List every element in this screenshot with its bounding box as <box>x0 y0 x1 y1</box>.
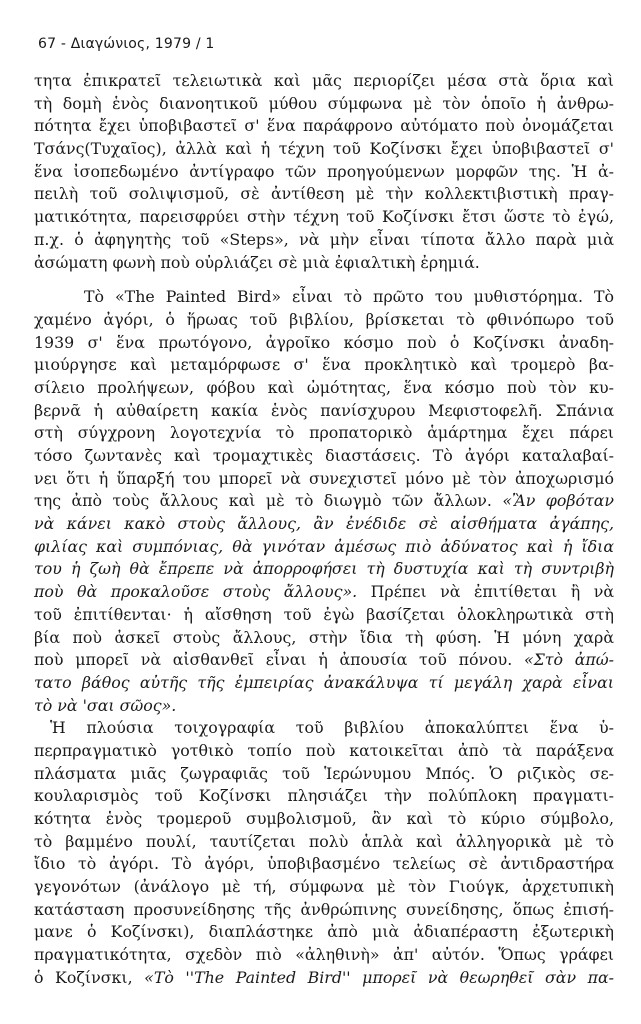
text-line: πραγματικότητα, σχεδὸν πιὸ «ἀληθινὴ» ἀπ' αὐτόν. Ὅπως γράφει <box>34 945 614 965</box>
quote-line: τὸ νὰ 'σαι σῶος». <box>34 695 177 715</box>
text-line: τητα ἐπικρατεῖ τελειωτικὰ καὶ μᾶς περιορίζει μέσα στὰ ὅρια καὶ <box>34 71 614 90</box>
text-line: μανε ὁ Κοζίνσκι), διαπλάστηκε ἀπὸ μιὰ ἀδιαπέραστη ἐξωτερικὴ <box>34 922 614 942</box>
text-line: περπραγματικὸ γοτθικὸ τοπίο ποὺ κατοικεῖται ἀπὸ τὰ παράξενα <box>34 740 614 760</box>
quote-span: «Ἂν φοβόταν <box>502 491 614 511</box>
quote-line: φιλίας καὶ συμπόνιας, θὰ γινόταν ἀμέσως πιὸ ἀδύνατος καὶ ἡ ἴδια <box>34 536 614 556</box>
quote-span: «Στὸ ἀπώ- <box>523 650 615 670</box>
text-span: ὁ Κοζίνσκι, <box>34 967 145 987</box>
text-line: τοῦ ἐπιτίθενται· ἡ αἴσθηση τοῦ ἐγὼ βασίζεται ὁλοκληρωτικὰ στὴ <box>34 604 614 624</box>
text-line: πότητα ἔχει ὑποβιβαστεῖ σ' ἕνα παράφρονο αὐτόματο ποὺ ὀνομάζεται <box>34 116 614 136</box>
text-line: ἕνα ἰσοπεδωμένο ἀντίγραφο τῶν προηγούμενων μορφῶν της. Ἡ ἀ- <box>34 161 614 181</box>
text-line: σίλειο προλήψεων, φόβου καὶ ὠμότητας, ἕνα κόσμο ποὺ τὸν κυ- <box>34 377 614 397</box>
text-line: κατάσταση προσυνείδησης τῆς ἀνθρώπινης συνείδησης, ὅπως ἐπισή- <box>34 899 614 919</box>
text-line: Ἡ πλούσια τοιχογραφία τοῦ βιβλίου ἀποκαλύπτει ἕνα ὑ- <box>50 718 614 738</box>
body-text <box>34 70 614 990</box>
text-line: Τσάνς(Τυχαῖος), ἀλλὰ καὶ ἡ τέχνη τοῦ Κοζίνσκι ἔχει ὑποβιβαστεῖ σ' <box>34 139 614 159</box>
text-span: ποὺ μπορεῖ νὰ αἰσθανθεῖ εἶναι ἡ ἀπουσία τοῦ πόνου. <box>34 650 524 670</box>
text-line: χαμένο ἀγόρι, ὁ ἥρωας τοῦ βιβλίου, βρίσκεται τὸ φθινόπωρο τοῦ <box>34 309 614 329</box>
quote-span: ποὺ θὰ προκαλοῦσε στοὺς ἄλλους». <box>34 582 358 602</box>
quote-line: νὰ κάνει κακὸ στοὺς ἄλλους, ἂν ἐνέδιδε σὲ αἰσθήματα ἀγάπης, <box>34 514 614 534</box>
quote-span: «Τὸ ''The Painted Bird'' μπορεῖ νὰ θεωρηθεῖ σὰν πα- <box>144 967 614 987</box>
paragraph <box>34 286 614 717</box>
text-line: γεγονότων (ἀνάλογο μὲ τή, σύμφωνα μὲ τὸν Γιούγκ, ἀρχετυπικὴ <box>34 877 614 897</box>
text-span: Πρέπει νὰ ἐπιτίθεται ἢ νὰ <box>357 582 614 602</box>
text-line <box>34 967 614 990</box>
text-line: 1939 σ' ἕνα πρωτόγονο, ἀγροῖκο κόσμο ποὺ ὁ Κοζίνσκι ἀναδη- <box>34 332 614 352</box>
text-line: τὴ δομὴ ἑνὸς διανοητικοῦ μύθου σύμφωνα μὲ τὸν ὁποῖο ἡ ἀνθρω- <box>34 93 614 113</box>
text-line: ματικότητα, παρεισφρύει στὴν τέχνη τοῦ Κοζίνσκι ἔτσι ὥστε τὸ ἐγώ, <box>34 207 614 227</box>
text-line: ἀσώματη φωνὴ ποὺ οὐρλιάζει σὲ μιὰ ἐφιαλτικὴ ἐρημιά. <box>34 252 480 272</box>
paragraph <box>34 70 614 274</box>
text-line: ἴδιο τὸ ἀγόρι. Τὸ ἀγόρι, ὑποβιβασμένο τελείως σὲ ἀντιδραστήρα <box>34 854 614 874</box>
text-line: κουλαρισμὸς τοῦ Κοζίνσκι πλησιάζει τὴν πολύπλοκη πραγματι- <box>34 786 614 806</box>
quote-line: τατο βάθος αὐτῆς τῆς ἐμπειρίας ἀνακάλυψα τί μεγάλη χαρὰ εἶναι <box>34 672 614 692</box>
text-line: μιούργησε καὶ μεταμόρφωσε σ' ἕνα προκλητικὸ καὶ τρομερὸ βα- <box>34 355 614 375</box>
text-line: στὴ σύγχρονη λογοτεχνία τὸ προπατορικὸ ἁμάρτημα ἔχει πάρει <box>34 423 614 443</box>
text-line: τόσο ζωντανὲς καὶ τρομαχτικὲς διαστάσεις. Τὸ ἀγόρι καταλαβαί- <box>34 446 614 465</box>
text-line <box>34 581 614 604</box>
text-line <box>34 649 614 672</box>
text-line: βερνᾶ ἡ αὐθαίρετη κακία ἑνὸς πανίσχυρου Μεφιστοφελῆ. Σπάνια <box>34 400 614 420</box>
text-line: βία ποὺ ἀσκεῖ στοὺς ἄλλους, στὴν ἴδια τὴ φύση. Ἡ μόνη χαρὰ <box>34 627 614 647</box>
text-line: π.χ. ὁ ἀφηγητὴς τοῦ «Steps», νὰ μὴν εἶναι τίποτα ἄλλο παρὰ μιὰ <box>34 229 614 249</box>
text-line <box>34 490 614 513</box>
paragraph <box>34 717 614 989</box>
quote-line: του ἡ ζωὴ θὰ ἔπρεπε νὰ ἀπορροφήσει τὴ δυστυχία καὶ τὴ συντριβὴ <box>34 559 614 579</box>
text-span: της ἀπὸ τοὺς ἄλλους καὶ μὲ τὸ διωγμὸ τῶν ἄλλων. <box>34 491 503 511</box>
text-line: Τὸ «The Painted Bird» εἶναι τὸ πρῶτο του μυθιστόρημα. Τὸ <box>84 287 614 307</box>
text-line: νει ὅτι ἡ ὕπαρξή του μπορεῖ νὰ συνεχιστεῖ μόνο μὲ τὸν ἀποχωρισμό <box>34 468 614 488</box>
text-line: πειλὴ τοῦ σολιψισμοῦ, σὲ ἀντίθεση μὲ τὴν κολλεκτιβιστικὴ πραγ- <box>34 184 614 204</box>
text-line: πλάσματα μιᾶς ζωγραφιᾶς τοῦ Ἱερώνυμου Μπός. Ὁ ριζικὸς σε- <box>34 763 614 783</box>
text-line: κότητα ἑνὸς τρομεροῦ συμβολισμοῦ, ἂν καὶ τὸ κύριο σύμβολο, <box>34 809 614 828</box>
running-head: 67 - Διαγώνιος, 1979 / 1 <box>38 36 215 52</box>
text-line: τὸ βαμμένο πουλί, ταυτίζεται πολὺ ἁπλὰ καὶ ἀλληγορικὰ μὲ τὸ <box>34 831 614 851</box>
